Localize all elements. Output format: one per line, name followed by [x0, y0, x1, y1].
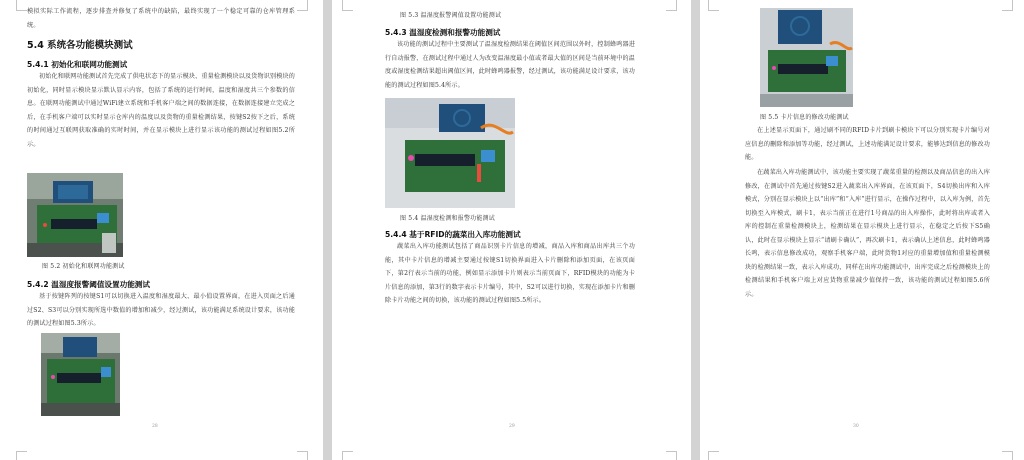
figure-photo-5-2: [27, 173, 123, 257]
figure-photo-5-5: [760, 8, 853, 107]
crop-mark: [1002, 0, 1013, 11]
intro-paragraph: 模拟实际工作流程，逐步排查并修复了系统中的缺陷，最终实现了一个稳定可靠的仓库管理系统。: [27, 8, 295, 29]
subsection-heading: 5.4.4 基于RFID的蔬菜出入库功能测试: [385, 230, 521, 239]
body-paragraph: 该功能的测试过程中主要测试了温湿度检测结果在阈值区间范围以外时，控制蜂鸣器进行自动报警，在测试过程中通过人为改变温湿度最小值或者最大值的区间是当前环境中的温度或湿度检测结果超出阈值区间，此时蜂鸣器报警，经过测试，该功能满足设计要求，该功能的测试过程如图5.4所示。: [385, 41, 635, 89]
page-number: 29: [509, 424, 515, 429]
figure-photo-5-3: [41, 333, 120, 416]
body-paragraph: 基于按键阵列的按键S1可以切换进入温度和湿度最大、最小值设置界面，在进入页面之后通过S2、S3可以分别实现所选中数值的增加和减少，经过测试，该功能满足系统设计要求，该功能的测试过程如图5.3所示。: [27, 293, 295, 327]
crop-mark: [342, 0, 353, 11]
body-paragraph: 在蔬菜出入库功能测试中，该功能主要实现了蔬菜重量的检测以及商品信息的出入库修改，在测试中首先通过按键S2进入蔬菜出入库界面，在该页面下，S4切换出库和入库模式，分别在显示模块上以“出库”和“入库”进行显示，在操作过程中，以入库为例，首先切换至入库模式，刷卡1，表示当前正在进行1号商品的出入库操作，此时将出库或者入库的控制在重量检测模块上，检测结果在显示模块上进行显示，在稳定之后按下S5确认，此时在显示模块上显示“请刷卡确认”，再次刷卡1，表示确认上述信息，此时蜂鸣器长鸣，表示信息修改成功，观察手机客户端，此时货物1对应的重量增加值和重量检测模块的检测结果一致，表示入库成功，同样在出库功能测试中，出库完成之后检测模块上的检测结果和手机客户端上对应货物重量减少值保持一致，该功能的测试过程如图5.6所示。: [745, 169, 990, 298]
crop-mark: [16, 0, 27, 11]
crop-mark: [1002, 451, 1013, 460]
crop-mark: [666, 0, 677, 11]
crop-mark: [666, 451, 677, 460]
figure-caption: 图 5.2 初始化和联网功能测试: [42, 263, 125, 270]
page-number: 30: [853, 424, 859, 429]
figure-caption: 图 5.3 温湿度报警阈值设置功能测试: [400, 12, 502, 19]
subsection-heading: 5.4.1 初始化和联网功能测试: [27, 60, 128, 69]
crop-mark: [342, 451, 353, 460]
subsection-heading: 5.4.3 温湿度检测和报警功能测试: [385, 28, 501, 37]
document-page-29: [332, 0, 691, 460]
document-page-30: [700, 0, 1024, 460]
crop-mark: [708, 0, 719, 11]
body-paragraph: 蔬菜出入库功能测试包括了商品识别卡片信息的增减，商品入库和商品出库共三个功能，其中卡片信息的增减主要通过按键S1切换界面进入卡片删除和添加页面，在该页面下，第2行表示当前的功能，例如显示添加卡片则表示当前页面下，RFID模块的功能为卡片信息的添加，第3行的数字表示卡片编号，其中，S2可以进行切换，实现在添加卡片和删除卡片功能之间的切换，该功能的测试过程如图5.5所示。: [385, 243, 635, 304]
crop-mark: [297, 451, 308, 460]
body-paragraph: 在上述显示页面下，通过刷不同的RFID卡片到刷卡模块下可以分别实现卡片编号对应信息的删除和添加等功能，经过测试，上述功能满足设计要求，能够达到信息的修改功能。: [745, 127, 990, 161]
crop-mark: [708, 451, 719, 460]
figure-caption: 图 5.4 温湿度检测和报警功能测试: [400, 215, 495, 222]
crop-mark: [16, 451, 27, 460]
subsection-heading: 5.4.2 温湿度报警阈值设置功能测试: [27, 280, 150, 289]
figure-caption: 图 5.5 卡片信息的修改功能测试: [760, 114, 849, 121]
crop-mark: [297, 0, 308, 11]
page-number: 28: [152, 424, 158, 429]
body-paragraph: 初始化和联网功能测试首先完成了供电状态下的显示模块、重量检测模块以及货物识别模块的初始化，同时显示模块显示默认显示内容，包括了系统的运行时间，温度和湿度共三个参数的信息。在联网功能测试中通过WiFi建立系统和手机客户端之间的数据连接，在数据连接建立完成之后，在手机客户端可以实时显示仓库内的温度以及货物的重量检测结果，按键S2按下之后，系统的时间通过互联网获取准确的实时时间，并在显示模块上进行显示该功能的测试过程如图5.2所示。: [27, 73, 295, 148]
figure-photo-5-4: [385, 98, 515, 208]
document-page-28: [0, 0, 323, 460]
section-heading: 5.4 系统各功能模块测试: [27, 40, 133, 51]
